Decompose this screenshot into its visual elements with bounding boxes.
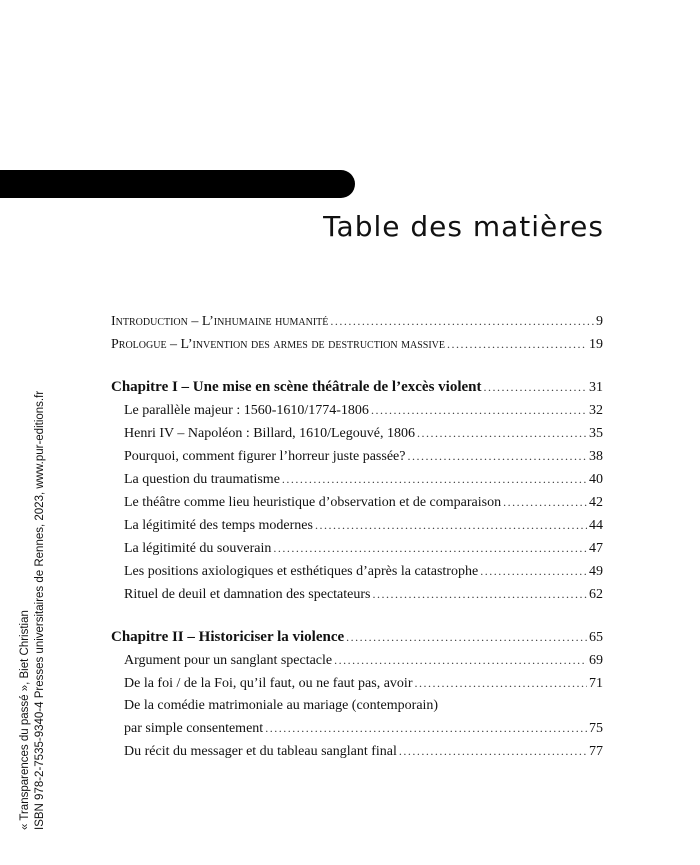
leader-dots xyxy=(330,310,594,333)
table-of-contents xyxy=(111,310,603,763)
toc-entry-page: 32 xyxy=(589,403,603,418)
toc-chapter-title: Chapitre II – Historiciser la violence xyxy=(111,629,345,645)
toc-entry-title: Henri IV – Napoléon : Billard, 1610/Legouvé, 1806 xyxy=(124,426,415,441)
leader-dots xyxy=(282,468,587,491)
leader-dots xyxy=(399,740,587,763)
toc-section-entry[interactable] xyxy=(111,560,603,583)
toc-entry-title: Les positions axiologiques et esthétiques d’après la catastrophe xyxy=(124,564,479,579)
toc-entry-title: Argument pour un sanglant spectacle xyxy=(124,653,333,668)
toc-entry-title: Du récit du messager et du tableau sanglant final xyxy=(124,744,397,759)
toc-entry-page: 75 xyxy=(589,721,603,736)
toc-entry-title: Prologue – L’invention des armes de destruction massive xyxy=(111,337,445,352)
toc-entry-page: 62 xyxy=(589,587,603,602)
leader-dots xyxy=(503,491,587,514)
toc-section-entry[interactable] xyxy=(111,672,603,695)
toc-section-entry[interactable] xyxy=(111,537,603,560)
toc-entry-title: La légitimité du souverain xyxy=(124,541,272,556)
toc-entry-page: 65 xyxy=(589,630,603,645)
page-title: Table des matières xyxy=(323,210,604,243)
toc-chapter-title: Chapitre I – Une mise en scène théâtrale de l’excès violent xyxy=(111,379,482,395)
toc-entry-page: 47 xyxy=(589,541,603,556)
toc-entry-title: De la foi / de la Foi, qu’il faut, ou ne faut pas, avoir xyxy=(124,676,413,691)
toc-section-entry[interactable] xyxy=(111,491,603,514)
leader-dots xyxy=(273,537,587,560)
toc-entry-title-line-2: par simple consentement xyxy=(124,721,264,736)
toc-entry-title-line-1[interactable]: De la comédie matrimoniale au mariage (contemporain) xyxy=(124,698,439,713)
toc-section-entry[interactable] xyxy=(111,740,603,763)
leader-dots xyxy=(334,649,587,672)
toc-entry-page: 38 xyxy=(589,449,603,464)
toc-entry-page: 9 xyxy=(596,314,603,329)
toc-entry-title: Le parallèle majeur : 1560-1610/1774-1806 xyxy=(124,403,369,418)
side-text-line-1: « Transparences du passé », Biet Christian xyxy=(19,610,31,830)
toc-section-entry[interactable] xyxy=(111,514,603,537)
toc-entry-introduction[interactable] xyxy=(111,310,603,333)
toc-entry-page: 35 xyxy=(589,426,603,441)
leader-dots xyxy=(417,422,587,445)
leader-dots xyxy=(346,626,587,649)
toc-entry-title: Le théâtre comme lieu heuristique d’observation et de comparaison xyxy=(124,495,502,510)
toc-entry-chapter-2[interactable] xyxy=(111,626,603,649)
toc-entry-page: 44 xyxy=(589,518,603,533)
toc-section-entry[interactable] xyxy=(111,649,603,672)
leader-dots xyxy=(483,376,587,399)
toc-section-entry[interactable] xyxy=(111,468,603,491)
side-text-line-2: ISBN 978-2-7535-9340-4 Presses universitaires de Rennes, 2023, www.pur-editions.fr xyxy=(34,390,46,830)
leader-dots xyxy=(265,717,587,740)
toc-entry-title: Pourquoi, comment figurer l’horreur juste passée? xyxy=(124,449,406,464)
leader-dots xyxy=(447,333,587,356)
toc-entry-title: Rituel de deuil et damnation des spectateurs xyxy=(124,587,371,602)
toc-entry-page: 49 xyxy=(589,564,603,579)
toc-entry-page: 77 xyxy=(589,744,603,759)
toc-entry-title: Introduction – L’inhumaine humanité xyxy=(111,314,329,329)
toc-entry-page: 69 xyxy=(589,653,603,668)
toc-entry-prologue[interactable] xyxy=(111,333,603,356)
leader-dots xyxy=(480,560,587,583)
toc-entry-page: 40 xyxy=(589,472,603,487)
toc-section-entry[interactable] xyxy=(111,717,603,740)
toc-entry-page: 71 xyxy=(589,676,603,691)
toc-section-entry[interactable] xyxy=(111,399,603,422)
header-black-bar xyxy=(0,170,355,198)
leader-dots xyxy=(315,514,587,537)
leader-dots xyxy=(407,445,587,468)
toc-section-entry[interactable] xyxy=(111,583,603,606)
leader-dots xyxy=(371,399,587,422)
toc-entry-title: La légitimité des temps modernes xyxy=(124,518,313,533)
toc-entry-page: 31 xyxy=(589,380,603,395)
leader-dots xyxy=(414,672,587,695)
toc-entry-page: 42 xyxy=(589,495,603,510)
toc-entry-page: 19 xyxy=(589,337,603,352)
toc-entry-chapter-1[interactable] xyxy=(111,376,603,399)
toc-section-entry[interactable] xyxy=(111,445,603,468)
toc-section-entry[interactable] xyxy=(111,422,603,445)
toc-entry-title: La question du traumatisme xyxy=(124,472,280,487)
leader-dots xyxy=(372,583,587,606)
side-copyright-text xyxy=(18,391,48,830)
